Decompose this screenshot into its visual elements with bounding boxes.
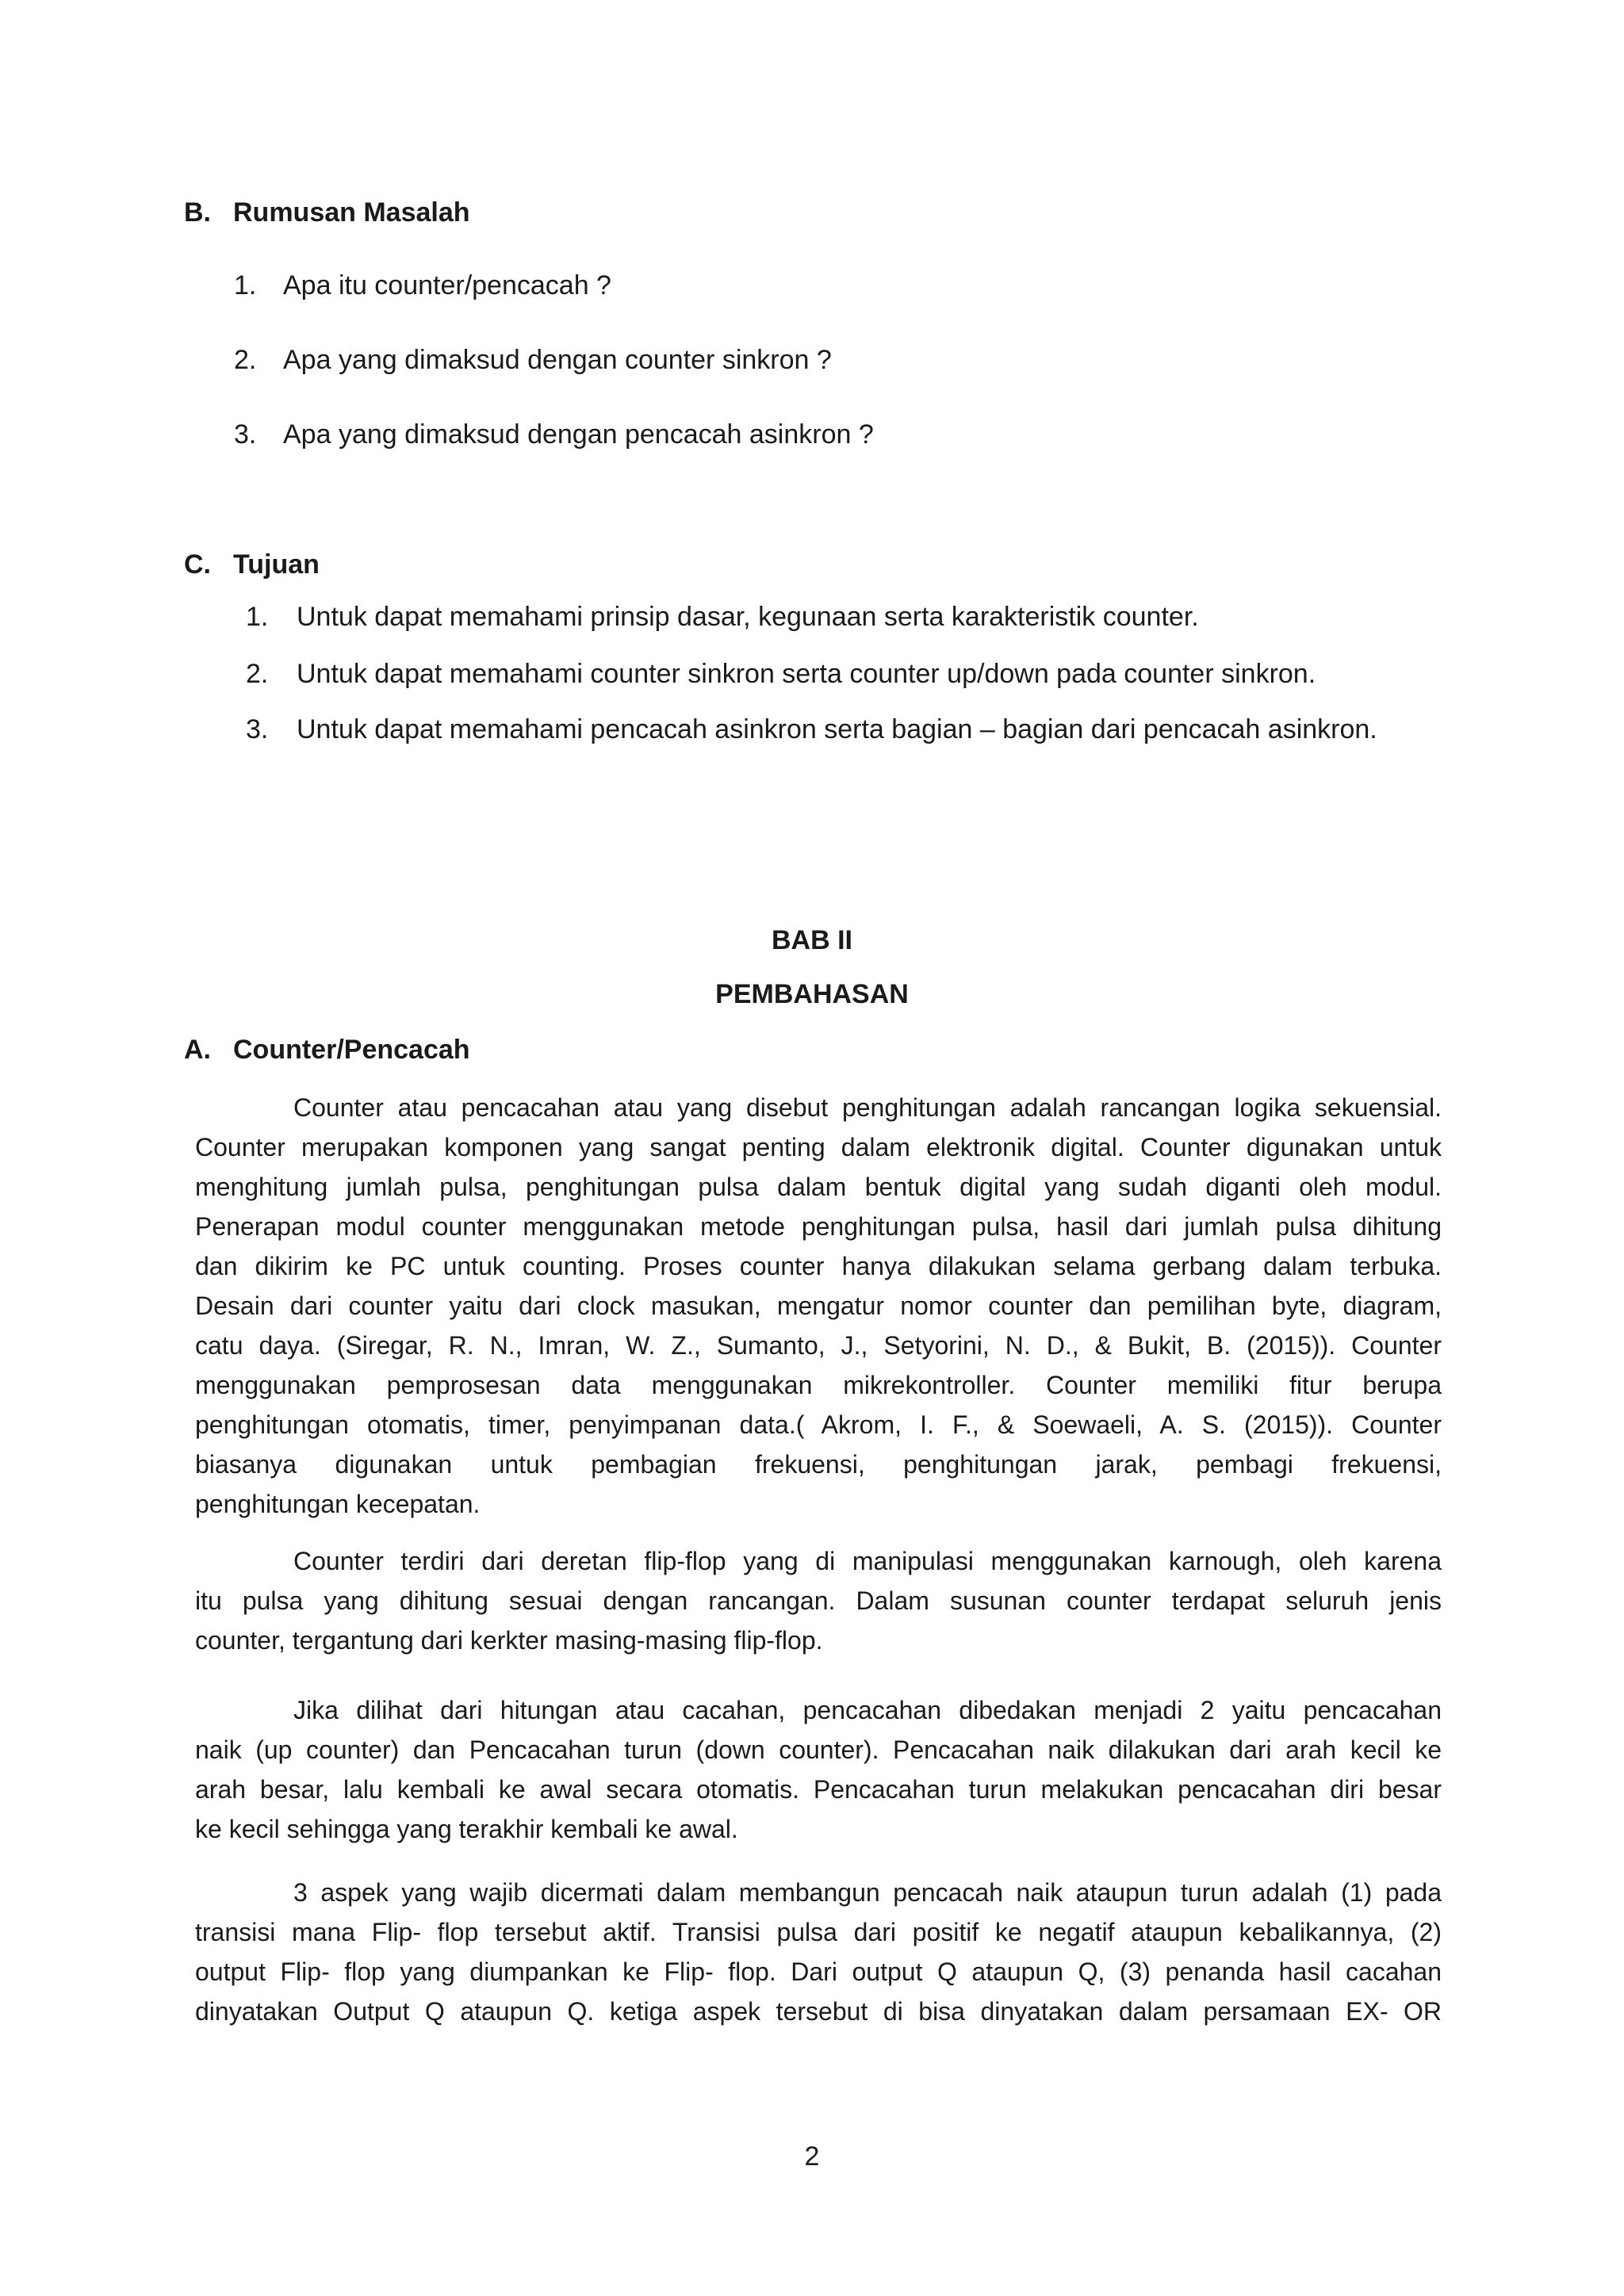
paragraph-line: naik (up counter) dan Pencacahan turun (down counter). Pencacahan naik dilakukan dari arah kecil ke [195, 1735, 1442, 1764]
goal-item-text: Untuk dapat memahami pencacah asinkron serta bagian – bagian dari pencacah asinkron. [297, 714, 1377, 744]
paragraph-line: Counter terdiri dari deretan flip-flop yang di manipulasi menggunakan karnough, oleh karena [293, 1547, 1442, 1575]
section-a-title: Counter/Pencacah [233, 1035, 470, 1065]
section-c-letter: C. [184, 549, 211, 580]
section-b-letter: B. [184, 197, 211, 228]
page-number: 2 [804, 2141, 820, 2172]
section-b-heading [184, 197, 470, 228]
problem-item-number: 1. [234, 270, 257, 300]
chapter-number: BAB II [772, 925, 852, 955]
problem-item-text: Apa yang dimaksud dengan counter sinkron ? [283, 345, 832, 375]
problem-item-number: 2. [234, 345, 257, 375]
paragraph-line: catu daya. (Siregar, R. N., Imran, W. Z., Sumanto, J., Setyorini, N. D., & Bukit, B. (2015)). Counter [195, 1331, 1442, 1360]
body-paragraph [195, 1088, 1442, 1524]
chapter-title: PEMBAHASAN [715, 979, 909, 1009]
section-a-letter: A. [184, 1035, 211, 1065]
section-c-title: Tujuan [233, 549, 320, 580]
paragraph-line: biasanya digunakan untuk pembagian frekuensi, penghitungan jarak, pembagi frekuensi, [195, 1450, 1442, 1479]
paragraph-line: menghitung jumlah pulsa, penghitungan pulsa dalam bentuk digital yang sudah diganti oleh modul. [195, 1173, 1442, 1201]
paragraph-line: Counter atau pencacahan atau yang disebut penghitungan adalah rancangan logika sekuensial. [293, 1093, 1442, 1122]
paragraph-line: Jika dilihat dari hitungan atau cacahan, pencacahan dibedakan menjadi 2 yaitu pencacahan [293, 1696, 1442, 1724]
paragraph-line: arah besar, lalu kembali ke awal secara otomatis. Pencacahan turun melakukan pencacahan diri besar [195, 1775, 1442, 1804]
goal-item-number: 2. [246, 659, 269, 689]
paragraph-line: ke kecil sehingga yang terakhir kembali ke awal. [195, 1815, 738, 1843]
problem-item-text: Apa itu counter/pencacah ? [283, 270, 611, 300]
body-paragraph [195, 1690, 1442, 1849]
goal-item-text: Untuk dapat memahami counter sinkron serta counter up/down pada counter sinkron. [297, 659, 1316, 689]
section-b-title: Rumusan Masalah [233, 197, 470, 228]
section-a-heading [184, 1034, 470, 1066]
paragraph-line: 3 aspek yang wajib dicermati dalam membangun pencacah naik ataupun turun adalah (1) pada [293, 1878, 1442, 1907]
paragraph-line: Penerapan modul counter menggunakan metode penghitungan pulsa, hasil dari jumlah pulsa dihitung [195, 1212, 1442, 1241]
paragraph-line: Desain dari counter yaitu dari clock masukan, mengatur nomor counter dan pemilihan byte, diagram, [195, 1292, 1442, 1320]
paragraph-line: counter, tergantung dari kerkter masing-masing flip-flop. [195, 1626, 823, 1655]
problem-item [234, 419, 874, 450]
problem-item-number: 3. [234, 419, 257, 450]
body-paragraph [195, 1873, 1442, 2031]
goal-item [246, 658, 1316, 690]
problem-item-text: Apa yang dimaksud dengan pencacah asinkron ? [283, 419, 874, 450]
goal-item [246, 601, 1199, 633]
paragraph-line: penghitungan kecepatan. [195, 1490, 481, 1518]
goal-item-text: Untuk dapat memahami prinsip dasar, kegunaan serta karakteristik counter. [297, 602, 1199, 632]
paragraph-line: menggunakan pemprosesan data menggunakan mikrekontroller. Counter memiliki fitur berupa [195, 1371, 1442, 1399]
paragraph-line: dan dikirim ke PC untuk counting. Proses counter hanya dilakukan selama gerbang dalam terbuka. [195, 1252, 1442, 1280]
problem-item [234, 344, 832, 376]
problem-item [234, 270, 611, 301]
goal-item-number: 1. [246, 602, 269, 632]
paragraph-line: output Flip- flop yang diumpankan ke Flip- flop. Dari output Q ataupun Q, (3) penanda hasil cacahan [195, 1957, 1442, 1986]
section-c-heading [184, 549, 320, 580]
paragraph-line: Counter merupakan komponen yang sangat penting dalam elektronik digital. Counter digunakan untuk [195, 1133, 1442, 1161]
paragraph-line: penghitungan otomatis, timer, penyimpanan data.( Akrom, I. F., & Soewaeli, A. S. (2015)). Counter [195, 1410, 1442, 1439]
goal-item-number: 3. [246, 714, 269, 744]
paragraph-line: itu pulsa yang dihitung sesuai dengan rancangan. Dalam susunan counter terdapat seluruh jenis [195, 1586, 1442, 1615]
paragraph-line: transisi mana Flip- flop tersebut aktif. Transisi pulsa dari positif ke negatif ataupun kebalikannya, (2) [195, 1918, 1442, 1946]
goal-item [246, 714, 1377, 745]
paragraph-line: dinyatakan Output Q ataupun Q. ketiga aspek tersebut di bisa dinyatakan dalam persamaan EX- OR [195, 1997, 1442, 2026]
body-paragraph [195, 1541, 1442, 1660]
